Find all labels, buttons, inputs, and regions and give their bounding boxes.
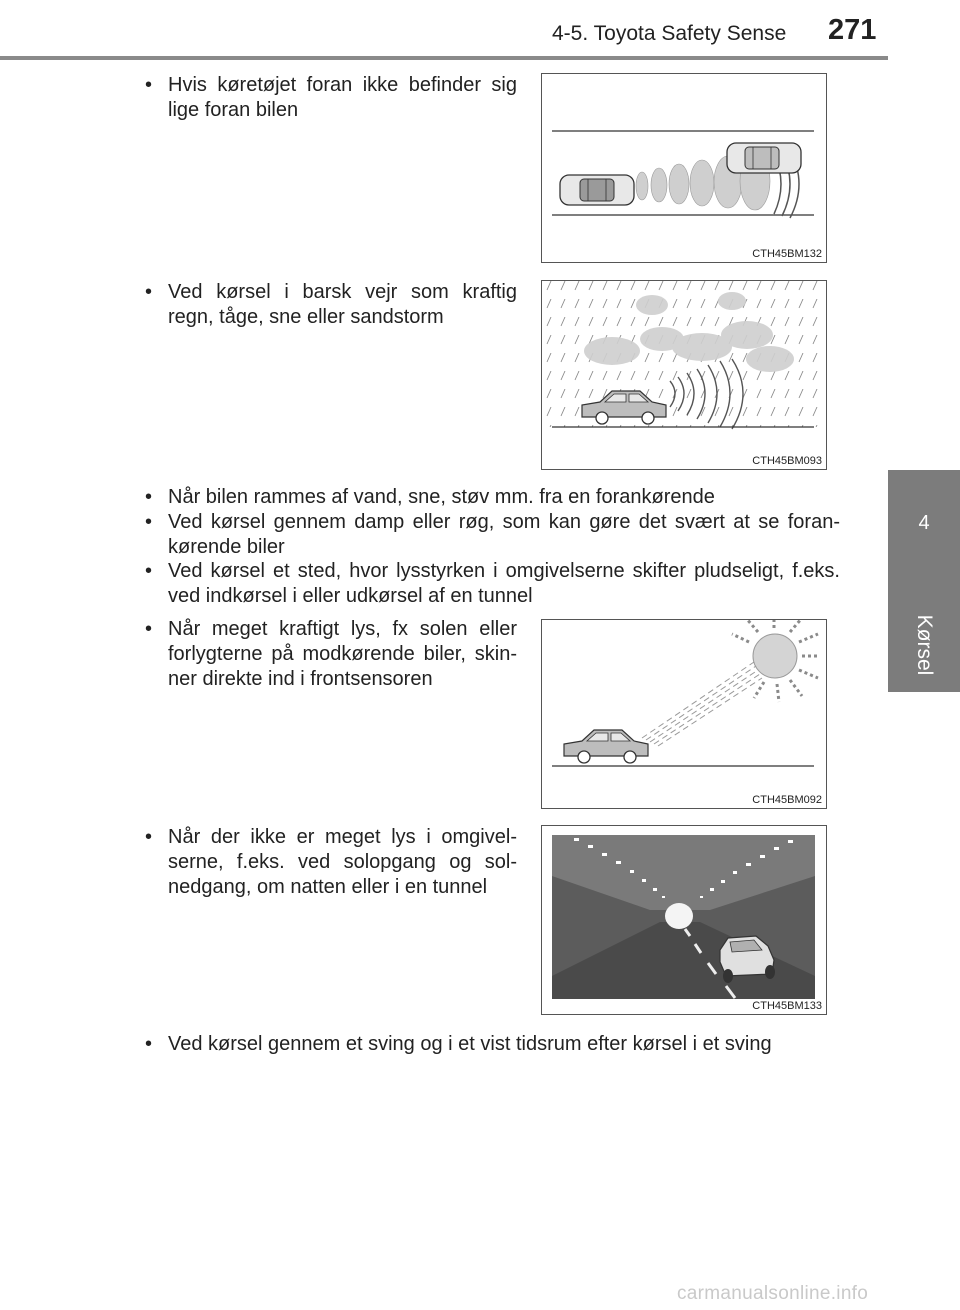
list-item	[145, 510, 840, 560]
list-item-text: Når bilen rammes af vand, sne, støv mm. fra en forankørende	[168, 486, 715, 508]
tunnel-illustration	[542, 826, 826, 1014]
figure-code: CTH45BM133	[752, 1000, 822, 1012]
list-item-text: Når meget kraftigt lys, fx solen eller forlygterne på modkørende biler, skinner direkte ind i frontsensoren	[168, 618, 517, 690]
figure-severe-weather	[541, 280, 827, 470]
figure-code: CTH45BM132	[752, 248, 822, 260]
bullet-dot: •	[145, 511, 153, 533]
figure-strong-sunlight	[541, 619, 827, 809]
bullet-dot: •	[145, 826, 153, 848]
list-item	[145, 559, 840, 609]
chapter-number: 4	[918, 512, 930, 534]
tunnel-exit-light	[665, 903, 693, 929]
section-title: 4-5. Toyota Safety Sense	[552, 22, 787, 45]
list-item-text: Ved kørsel et sted, hvor lysstyrken i omgivelserne skifter pludseligt, f.eks. ved indkørsel i eller udkørsel af en tunnel	[168, 560, 840, 607]
header-rule	[0, 56, 888, 60]
list-item-text: Hvis køretøjet foran ikke befinder sig lige foran bilen	[168, 74, 517, 121]
bullet-dot: •	[145, 560, 153, 582]
bullet-dot: •	[145, 281, 153, 303]
bullet-dot: •	[145, 1033, 153, 1055]
bullet-dot: •	[145, 486, 153, 508]
vehicle-ahead-icon	[727, 143, 801, 173]
figure-code: CTH45BM093	[752, 455, 822, 467]
chapter-label: Kørsel	[913, 614, 936, 676]
list-item	[145, 1032, 840, 1057]
list-item	[145, 485, 840, 510]
chapter-tab	[888, 470, 960, 692]
list-item-text: Ved kørsel gennem damp eller røg, som kan gøre det svært at se forankørende biler	[168, 511, 840, 558]
bullet-dot: •	[145, 618, 153, 640]
severe-weather-illustration	[542, 281, 826, 469]
list-item	[145, 617, 517, 692]
list-item	[145, 280, 517, 330]
list-item-text: Ved kørsel i barsk vejr som kraftig regn, tåge, sne eller sandstorm	[168, 281, 517, 328]
figure-tunnel	[541, 825, 827, 1015]
strong-sunlight-illustration	[542, 620, 826, 808]
bullet-dot: •	[145, 74, 153, 96]
list-item	[145, 73, 517, 123]
list-item-text: Når der ikke er meget lys i omgivelserne, f.eks. ved solopgang og solnedgang, om natten eller i en tunnel	[168, 826, 517, 898]
figure-offset-vehicle	[541, 73, 827, 263]
sun-icon	[753, 634, 797, 678]
watermark: carmanualsonline.info	[677, 1283, 869, 1304]
list-item-text: Ved kørsel gennem et sving og i et vist tidsrum efter kørsel i et sving	[168, 1033, 772, 1055]
page-number: 271	[828, 14, 877, 46]
figure-code: CTH45BM092	[752, 794, 822, 806]
own-car-icon	[560, 175, 634, 205]
offset-vehicle-illustration	[542, 74, 826, 262]
car-side-icon	[564, 730, 648, 763]
list-item	[145, 825, 517, 900]
